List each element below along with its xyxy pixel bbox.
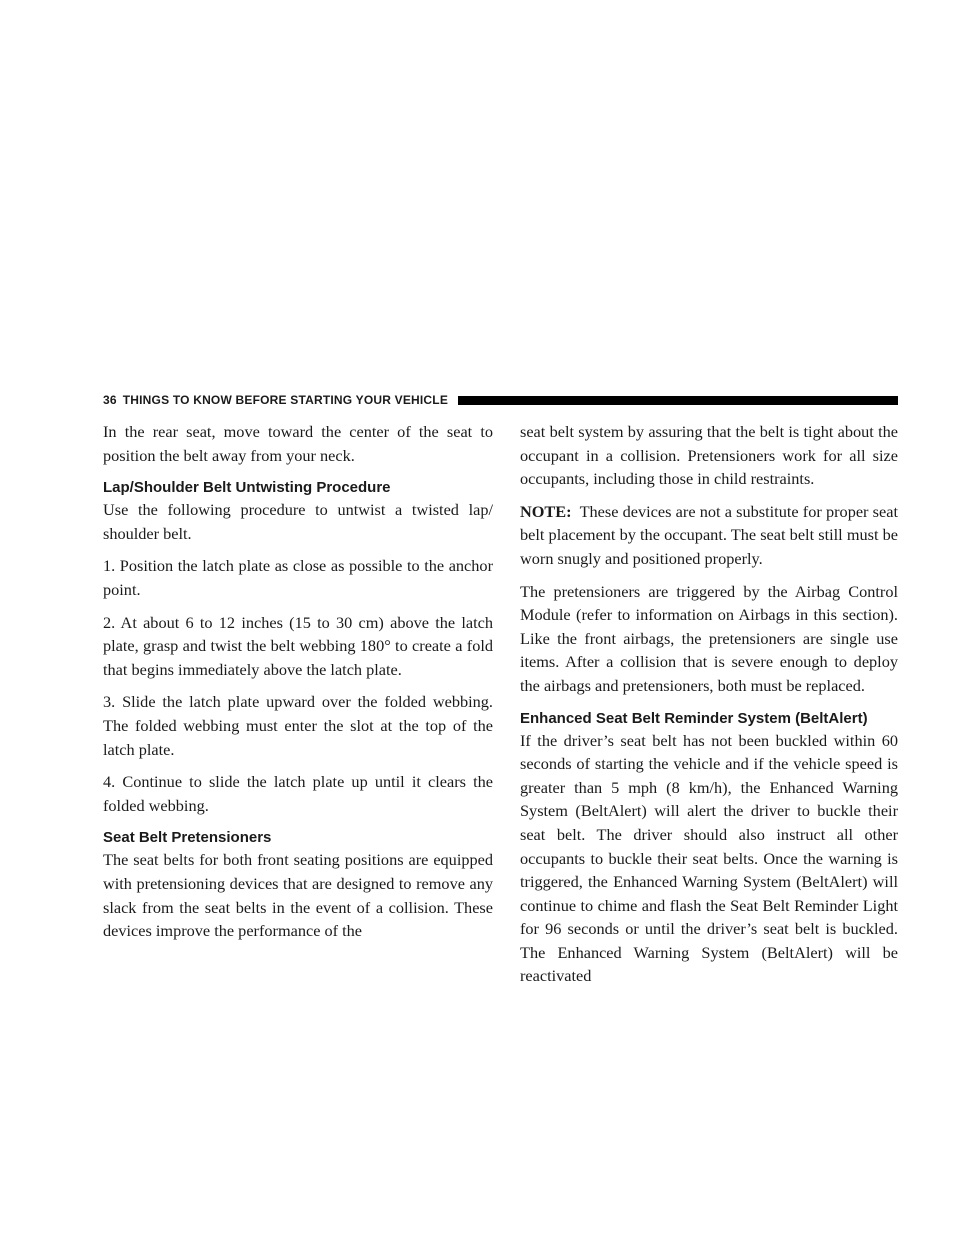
untwist-intro-paragraph: Use the following procedure to untwist a twisted lap/ shoulder belt. — [103, 500, 493, 543]
note-paragraph — [520, 500, 898, 571]
intro-paragraph: In the rear seat, move toward the center of the seat to position the belt away from your neck. — [103, 422, 493, 465]
step-2: 2. At about 6 to 12 inches (15 to 30 cm) above the latch plate, grasp and twist the belt webbing 180° to create a fold that begins immediately above the latch plate. — [103, 612, 493, 679]
heading-beltalert: Enhanced Seat Belt Reminder System (BeltAlert) — [520, 709, 868, 727]
step-4: 4. Continue to slide the latch plate up until it clears the folded webbing. — [103, 772, 493, 815]
note-label: NOTE: — [520, 501, 572, 521]
step-1: 1. Position the latch plate as close as possible to the anchor point. — [103, 556, 493, 599]
beltalert-paragraph: If the driver’s seat belt has not been buckled within 60 seconds of starting the vehicle and if the vehicle speed is greater than 5 mph (8 km/h), the Enhanced Warning System (BeltAlert) will alert the driver to buckle their seat belt. The driver should also instruct all other occupants to buckle their seat belts. Once the warning is triggered, the Enhanced Warning System (BeltAlert) will continue to chime and flash the Seat Belt Reminder Light for 96 seconds or until the driver’s seat belt is buckled. The Enhanced Warning System (BeltAlert) will be reactivated — [520, 730, 898, 986]
triggered-paragraph: The pretensioners are triggered by the Airbag Control Module (refer to information on Airbags in this section). Like the front airbags, the pretensioners are single use items. After a collision that is severe enough to deploy the airbags and pretensioners, both must be replaced. — [520, 581, 898, 695]
right-column — [520, 420, 898, 997]
page-number: 36 — [103, 393, 117, 407]
left-column — [103, 420, 493, 952]
section-title: THINGS TO KNOW BEFORE STARTING YOUR VEHICLE — [122, 393, 449, 407]
heading-pretensioners: Seat Belt Pretensioners — [103, 829, 272, 847]
step-3: 3. Slide the latch plate upward over the folded webbing. The folded webbing must enter the slot at the top of the latch plate. — [103, 692, 493, 759]
pretensioners-paragraph: The seat belts for both front seating positions are equipped with pretensioning devices that are designed to remove any slack from the seat belts in the event of a collision. These devices improve the performance of the — [103, 850, 493, 941]
note-text: These devices are not a substitute for proper seat belt placement by the occupant. The seat belt still must be worn snugly and positioned properly. — [520, 501, 898, 568]
page-header — [103, 392, 898, 408]
continuation-paragraph: seat belt system by assuring that the belt is tight about the occupant in a collision. Pretensioners work for all size occupants, including those in child restraints. — [520, 422, 898, 489]
heading-untwisting-procedure: Lap/Shoulder Belt Untwisting Procedure — [103, 479, 391, 497]
header-rule — [458, 396, 898, 405]
